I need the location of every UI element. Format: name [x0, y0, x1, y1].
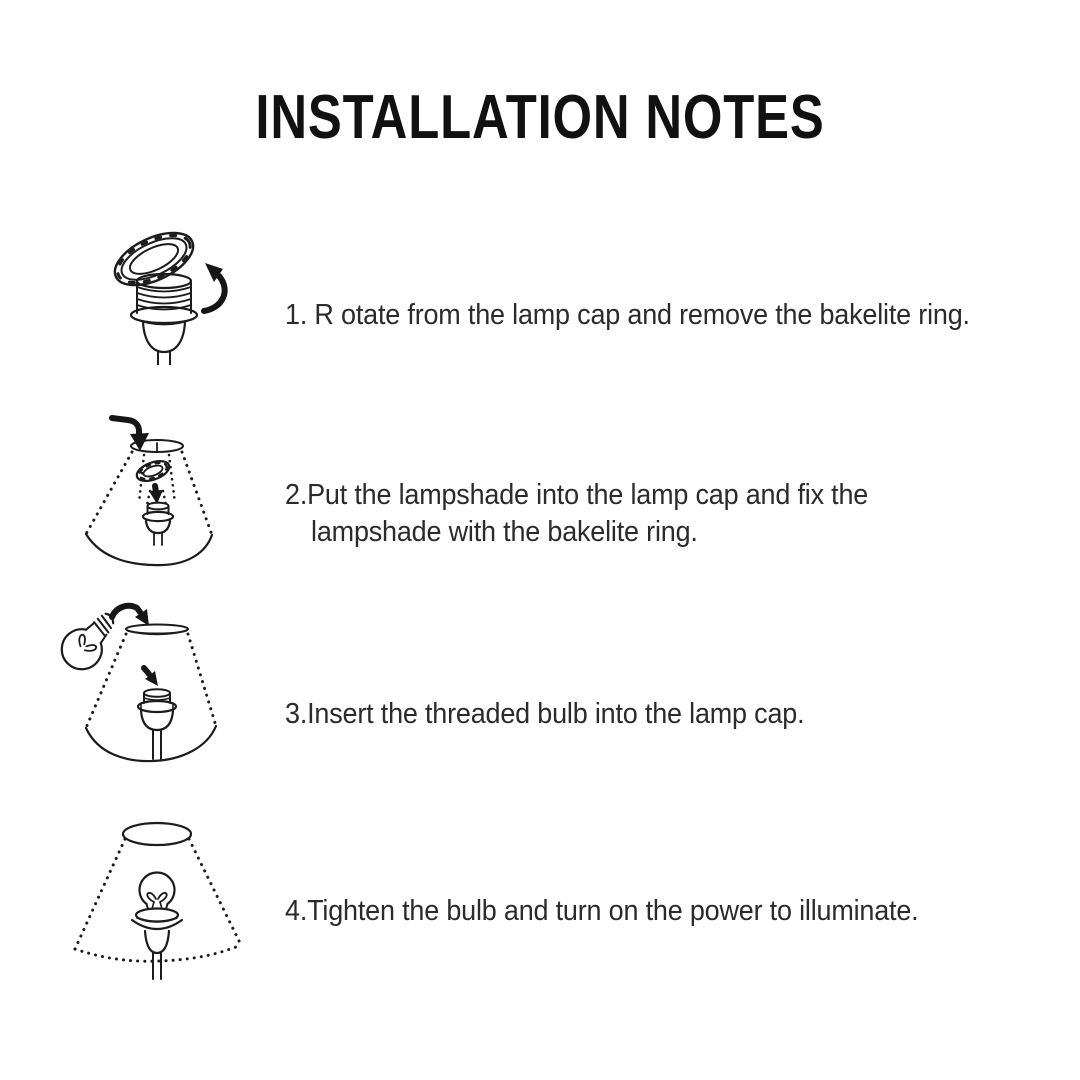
step-text-line: lampshade with the bakelite ring.	[311, 516, 698, 548]
step-1-text	[285, 297, 970, 334]
lampshade-outline	[86, 625, 216, 762]
lamp-cap-socket	[131, 274, 197, 365]
step-1-bakelite-ring-removal-illustration	[90, 215, 250, 365]
step-4-text	[285, 893, 918, 930]
down-arrow-icon	[149, 486, 163, 504]
insert-arrow-icon	[112, 606, 149, 626]
lamp-cap-socket	[132, 909, 182, 980]
step-4-assembled-lamp-illustration	[55, 803, 265, 993]
rotate-arrow-icon	[204, 263, 225, 311]
step-text-line: 3.Insert the threaded bulb into the lamp cap.	[285, 698, 805, 730]
lampshade-outline	[86, 440, 212, 565]
step-3-text	[285, 696, 804, 733]
lamp-cap-socket	[138, 689, 176, 759]
step-text-line: 2.Put the lampshade into the lamp cap and fix the	[285, 479, 869, 511]
step-2-text	[285, 477, 868, 551]
page-title: INSTALLATION NOTES	[255, 83, 825, 152]
step-text-line: 4.Tighten the bulb and turn on the power to illuminate.	[285, 895, 919, 927]
down-arrow-icon	[144, 668, 158, 686]
lampshade-outline	[75, 823, 241, 961]
light-bulb	[140, 873, 175, 910]
step-2-lampshade-into-cap-illustration	[60, 403, 260, 568]
step-text-line: 1. R otate from the lamp cap and remove the bakelite ring.	[285, 299, 970, 331]
bakelite-ring	[134, 457, 172, 485]
lamp-cap-socket	[143, 503, 173, 545]
step-3-bulb-into-cap-illustration	[40, 593, 260, 778]
